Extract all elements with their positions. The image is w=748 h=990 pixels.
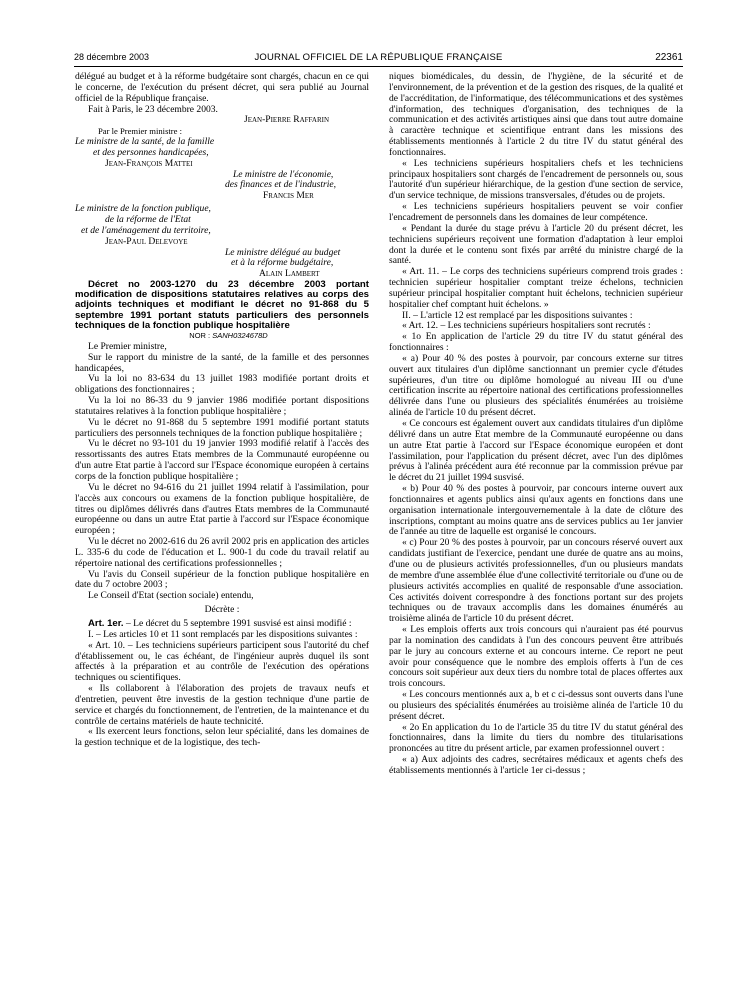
body-paragraph: « a) Pour 40 % des postes à pourvoir, par concours externe sur titres ouvert aux titulaires d'un diplôme sanctionnant un premier cycle d'études supérieures, d'un titre ou diplôme homologué au niveau III ou d'une certification inscrite au répertoire national des certifications professionnelles délivrée dans l'une ou plusieurs des spécialités énumérées au troisième alinéa de l'article 10 du présent décret. [389, 352, 683, 419]
article-1-label: Art. 1er. [88, 617, 124, 629]
minister-2-name: Francis Mer [263, 190, 314, 202]
minister-4-title-a: Le ministre délégué au budget [225, 246, 341, 258]
nor-code: SANH0324678D [212, 331, 268, 341]
header-date: 28 décembre 2003 [74, 52, 150, 62]
body-paragraph: « 2o En application du 1o de l'article 35 du titre IV du statut général des fonctionnaires, dans la limite du tiers du nombre des titularisations prononcées au titre du présent article, par examen professionnel ouvert : [389, 721, 683, 755]
body-paragraph: « 1o En application de l'article 29 du titre IV du statut général des fonctionnaires : [389, 331, 683, 354]
body-paragraph: Sur le rapport du ministre de la santé, de la famille et des personnes handicapées, [75, 351, 369, 374]
body-paragraph: Vu l'avis du Conseil supérieur de la fonction publique hospitalière en date du 7 octobre 2003 ; [75, 568, 369, 591]
body-paragraph: Vu la loi no 86-33 du 9 janvier 1986 modifiée portant dispositions statutaires relatives à la fonction publique hospitalière ; [75, 395, 369, 417]
minister-1-title-a: Le ministre de la santé, de la famille [75, 136, 215, 148]
left-column [75, 72, 369, 749]
par-premier-ministre: Par le Premier ministre : [98, 126, 183, 137]
minister-1-title-b: et des personnes handicapées, [93, 146, 209, 158]
body-paragraph: Le Conseil d'Etat (section sociale) entendu, [88, 590, 254, 602]
header-journal-title: JOURNAL OFFICIEL DE LA RÉPUBLIQUE FRANÇAISE [254, 52, 503, 63]
body-paragraph: « b) Pour 40 % des postes à pourvoir, par concours interne ouvert aux fonctionnaires et agents publics ainsi qu'aux agents en fonctions dans une organisation internationale intergouvernementale à la date de clôture des inscriptions, comptant au moins quatre ans de services publics au 1er janvier de l'année au titre de laquelle est organisé le concours. [389, 483, 683, 538]
nor-reference: NOR : SANH0324678D [189, 331, 268, 341]
body-paragraph: Le Premier ministre, [88, 340, 167, 352]
minister-3-title-a: Le ministre de la fonction publique, [75, 203, 211, 215]
body-paragraph: I. – Les articles 10 et 11 sont remplacés par les dispositions suivantes : [88, 628, 358, 640]
body-paragraph: « Ils exercent leurs fonctions, selon leur spécialité, dans les domaines de la gestion technique et de la logistique, des tech- [75, 726, 369, 749]
body-paragraph: « a) Aux adjoints des cadres, secrétaires médicaux et agents chefs des établissements mentionnés à l'article 1er ci-dessus ; [389, 754, 683, 776]
body-paragraph: « Les techniciens supérieurs hospitaliers peuvent se voir confier l'encadrement de personnels dans les domaines de leur compétence. [389, 201, 683, 223]
right-column [389, 72, 683, 777]
body-paragraph: « Les emplois offerts aux trois concours qui n'auraient pas été pourvus par la nomination des candidats à l'un des concours peuvent être attribués par le jury au concours externe et au concours interne. Ce report ne peut avoir pour conséquence que le nombre des emplois offerts à l'un de ces concours soit supérieur aux deux tiers du nombre total de places offertes aux trois concours. [389, 624, 683, 690]
body-paragraph: II. – L'article 12 est remplacé par les dispositions suivantes : [402, 309, 633, 321]
body-paragraph: Vu le décret no 91-868 du 5 septembre 1991 modifié portant statuts particuliers des personnels techniques de la fonction publique hospitalière ; [75, 416, 369, 439]
body-paragraph: Vu le décret no 93-101 du 19 janvier 1993 modifié relatif à l'accès des ressortissants des autres Etats membres de la Communauté européenne ou d'un autre Etat partie à l'accord sur l'Espace économique européen à certains corps de la fonction publique hospitalière ; [75, 438, 369, 483]
fait-line: Fait à Paris, le 23 décembre 2003. [88, 103, 218, 115]
body-paragraph: « Art. 11. – Le corps des techniciens supérieurs comprend trois grades : technicien supérieur hospitalier comptant treize échelons, technicien supérieur principal hospitalier comptant huit échelons, technicien supérieur hospitalier chef comptant huit échelons. » [389, 266, 683, 310]
minister-4-name: Alain Lambert [259, 268, 320, 280]
decree-title: Décret no 2003-1270 du 23 décembre 2003 portant modification de dispositions statutaires relatives au corps des adjoints techniques et modifiant le décret no 91-868 du 5 septembre 1991 portant statuts particuliers des personnels techniques de la fonction publique hospitalière [75, 279, 369, 331]
minister-3-title-b: de la réforme de l'Etat [105, 213, 191, 225]
header-page-number: 22361 [655, 52, 683, 63]
body-paragraph: Vu le décret no 2002-616 du 26 avril 2002 pris en application des articles L. 335-6 du code de l'éducation et L. 900-1 du code du travail relatif au répertoire national des certifications professionnelles ; [75, 536, 369, 569]
signatory-pm: Jean-Pierre Raffarin [244, 114, 329, 126]
minister-3-title-c: et de l'aménagement du territoire, [81, 224, 211, 236]
body-paragraph: Vu le décret no 94-616 du 21 juillet 1994 relatif à l'assimilation, pour l'accès aux concours ou examens de la fonction publique hospitalière, de titres ou diplômes délivrés dans d'autres Etats membres de la Communauté européenne ou dans un autre Etat partie à l'accord sur l'Espace économique européen ; [75, 481, 369, 537]
minister-4-title-b: et à la réforme budgétaire, [231, 257, 334, 269]
body-paragraph: « Art. 12. – Les techniciens supérieurs hospitaliers sont recrutés : [402, 320, 651, 332]
body-paragraph: « Ce concours est également ouvert aux candidats titulaires d'un diplôme délivré dans un autre Etat membre de la Communauté européenne ou dans un autre Etat partie à l'accord sur l'Espace économique européen et dont l'assimilation, pour l'application du présent décret, avec l'un des diplômes prévus à l'alinéa précédent aura été reconnue par la commission prévue par le décret du 21 juillet 1994 susvisé. [389, 418, 683, 484]
body-paragraph: « Les techniciens supérieurs hospitaliers chefs et les techniciens principaux hospitaliers sont chargés de l'encadrement de personnels ou, sous l'autorité d'un supérieur hiérarchique, de la gestion d'une section de service, d'un service technique, de missions transversales, d'études ou de projets. [389, 157, 683, 202]
body-paragraph: Vu la loi no 83-634 du 13 juillet 1983 modifiée portant droits et obligations des fonctionnaires ; [75, 373, 369, 396]
body-paragraph: « c) Pour 20 % des postes à pourvoir, par un concours réservé ouvert aux candidats justifiant de l'exercice, pendant une durée de quatre ans au moins, d'une ou de plusieurs activités professionnelles, d'un ou plusieurs mandats de membre d'une assemblée élue d'une collectivité territoriale ou d'une ou de plusieurs activités accomplies en qualité de responsable d'une association. Ces activités doivent correspondre à des fonctions portant sur des projets techniques ou de travaux accomplis dans les domaines énumérés au troisième alinéa de l'article 10 du présent décret. [389, 537, 683, 625]
intro-paragraph: délégué au budget et à la réforme budgétaire sont chargés, chacun en ce qui le concerne, de l'exécution du présent décret, qui sera publié au Journal officiel de la République française. [75, 71, 369, 104]
article-1-paragraph: Art. 1er. – Le décret du 5 septembre 1991 susvisé est ainsi modifié : [88, 617, 352, 629]
minister-3-name: Jean-Paul Delevoye [105, 235, 188, 247]
body-paragraph: « Les concours mentionnés aux a, b et c ci-dessus sont ouverts dans l'une ou plusieurs des spécialités énumérées au troisième alinéa de l'article 10 du présent décret. [389, 689, 683, 722]
body-paragraph: niques biomédicales, du dessin, de l'hygiène, de la sécurité et de l'environnement, de la prévention et de la gestion des risques, de la qualité et de l'accréditation, de l'informatique, des télécommunications et des systèmes d'information, des techniques d'organisation, des techniques de la communication et des activités artistiques ainsi que dans tout autre domaine à caractère technique et scientifique entrant dans les missions des établissements mentionnés à l'article 2 du titre IV du statut général des fonctionnaires. [389, 71, 683, 158]
body-paragraph: « Art. 10. – Les techniciens supérieurs participent sous l'autorité du chef d'établissement ou, le cas échéant, de l'ingénieur auprès duquel ils sont affectés à la préparation et au contrôle de l'exécution des opérations techniques ou scientifiques. [75, 639, 369, 684]
body-paragraph: « Pendant la durée du stage prévu à l'article 20 du présent décret, les techniciens supérieurs reçoivent une formation d'adaptation à leur emploi dont la durée et le contenu sont fixés par arrêté du ministre chargé de la santé. [389, 222, 683, 267]
minister-2-title-b: des finances et de l'industrie, [225, 179, 337, 191]
decrete-line: Décrète : [204, 604, 240, 616]
page-header [74, 52, 683, 66]
body-paragraph: « Ils collaborent à l'élaboration des projets de travaux neufs et d'entretien, peuvent être investis de la gestion technique d'une partie de service et chargés du fonctionnement, de l'entretien, de la maintenance et du contrôle de certains matériels de haute technicité. [75, 683, 369, 727]
minister-1-name: Jean-François Mattei [105, 157, 193, 169]
header-rule [74, 66, 683, 67]
minister-2-title-a: Le ministre de l'économie, [233, 168, 334, 180]
